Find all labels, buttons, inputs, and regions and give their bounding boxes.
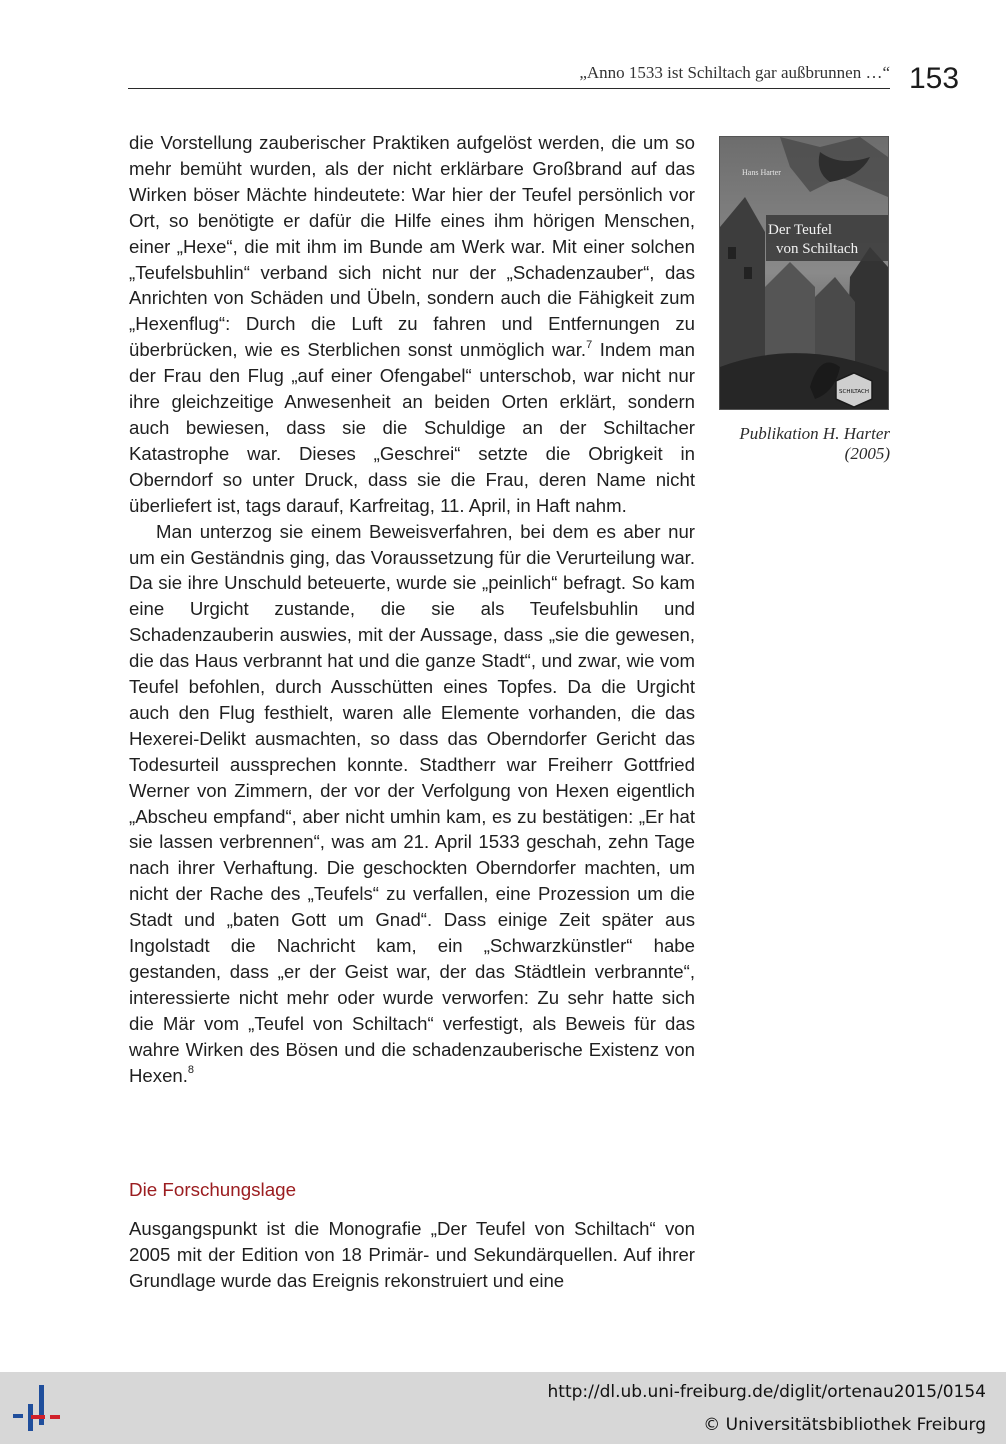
paragraph: Ausgangspunkt ist die Monografie „Der Teufel von Schiltach“ von 2005 mit der Edition von 18 Primär- und Sekundärquellen. Auf ihrer Grundlage wurde das Ereignis rekonstruiert und eine <box>129 1218 695 1291</box>
source-url-link[interactable]: http://dl.ub.uni-freiburg.de/diglit/ortenau2015/0154 <box>547 1382 986 1402</box>
cover-title-line2: von Schiltach <box>776 241 859 257</box>
library-logo-icon <box>10 1382 66 1434</box>
section-text <box>129 1216 695 1294</box>
paragraph <box>129 519 695 1089</box>
caption-line: Publikation H. Harter <box>739 424 890 443</box>
figure-caption <box>700 424 890 464</box>
cover-author: Hans Harter <box>742 168 781 177</box>
main-text <box>129 130 695 1089</box>
cover-emblem-text: SCHILTACH <box>839 389 869 395</box>
running-header <box>128 62 890 89</box>
caption-line: (2005) <box>844 444 890 463</box>
paragraph <box>129 130 695 519</box>
book-cover-illustration <box>720 137 888 409</box>
book-cover-image <box>719 136 889 410</box>
footer-bar <box>0 1372 1006 1444</box>
footnote-ref[interactable]: 7 <box>586 339 593 352</box>
cover-title-line1: Der Teufel <box>768 222 833 238</box>
page-number: 153 <box>909 62 960 95</box>
paragraph-text: die Vorstellung zauberischer Praktiken aufgelöst werden, die um so mehr bemüht wurden, als der nicht erklärbare Großbrand auf das Wirken böser Mächte hindeutete: War hier der Teufel persönlich vor Ort, so benötigte er dafür die Hilfe eines ihm hörigen Menschen, einer „Hexe“, die mit ihm im Bunde am Werk war. Mit einer solchen „Teufelsbuhlin“ verband sich nicht nur der „Schadenzauber“, das Anrichten von Schäden und Übeln, sondern auch die Fähigkeit zum „Hexenflug“: Durch die Luft zu fahren und Entfernungen zu überbrücken, wie es Sterblichen sonst unmöglich war. <box>129 132 695 361</box>
footnote-ref[interactable]: 8 <box>187 1064 195 1077</box>
running-title: „Anno 1533 ist Schiltach gar außbrunnen …“ <box>579 63 890 82</box>
cover-emblem <box>836 373 872 407</box>
paragraph-text: Man unterzog sie einem Beweisverfahren, bei dem es aber nur um ein Geständnis ging, das Voraussetzung für die Verurteilung war. Da sie ihre Unschuld beteuerte, wurde sie „peinlich“ befragt. So kam eine Urgicht zustande, die sie als Teufelsbuhlin und Schadenzauberin auswies, mit der Aussage, dass „sie die gewesen, die das Haus verbrannt hat und die ganze Stadt“, und zwar, wie vom Teufel befohlen, durch Ausschütten eines Topfes. Da die Urgicht auch den Flug festhielt, waren alle Elemente vorhanden, die das Hexerei-Delikt ausmachten, so dass das Oberndorfer Gericht das Todesurteil aussprechen konnte. Stadtherr war Freiherr Gottfried Werner von Zimmern, der vor der Verfolgung von Hexen eigentlich „Abscheu empfand“, aber nicht umhin kam, es zu bestätigen: „Er hat sie lassen verbrennen“, was am 21. April 1533 geschah, zehn Tage nach ihrer Verhaftung. Die geschockten Oberndorfer machten, um nicht der Rache des „Teufels“ zu verfallen, eine Prozession um die Stadt und „baten Gott um Gnad“. Dass einige Zeit später aus Ingolstadt die Nachricht kam, ein „Schwarzkünstler“ habe gestanden, dass „er der Geist war, der das Städtlein verbrannte“, interessierte nicht mehr oder wurde verworfen: Zu sehr hatte sich die Mär vom „Teufel von Schiltach“ verfestigt, als Beweis für das wahre Wirken des Bösen und die schadenzauberische Existenz von Hexen. <box>129 520 695 1086</box>
paragraph-text: Indem man der Frau den Flug „auf einer Ofengabel“ unterschob, war nicht nur ihre gleichzeitige Anwesenheit an beiden Orten erklärt, sondern auch bewiesen, dass sie die Schuldige an der Schiltacher Katastrophe war. Dieses „Geschrei“ setzte die Obrigkeit in Oberndorf so unter Druck, dass sie die Frau, deren Name nicht überliefert ist, tags darauf, Karfreitag, 11. April, in Haft nahm. <box>129 339 695 516</box>
copyright-notice: © Universitätsbibliothek Freiburg <box>703 1415 986 1435</box>
section-heading: Die Forschungslage <box>129 1179 297 1200</box>
